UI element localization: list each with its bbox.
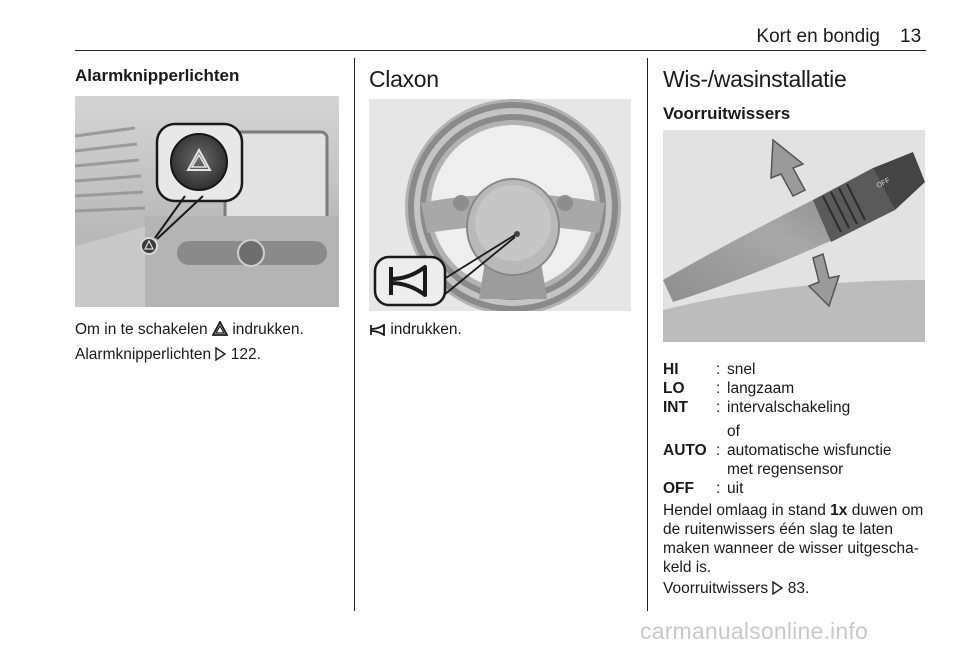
- header-rule: [75, 50, 926, 51]
- horn-icon: [369, 322, 386, 341]
- setting-value: automatische wisfunctie: [727, 442, 892, 459]
- running-header-title: Kort en bondig: [756, 26, 880, 47]
- reference-arrow-icon: [772, 581, 783, 600]
- setting-colon: :: [716, 361, 721, 378]
- setting-value: met regensensor: [727, 461, 844, 478]
- setting-colon: :: [716, 380, 721, 397]
- horn-instruction-text: indrukken.: [390, 321, 462, 338]
- setting-colon: :: [716, 399, 721, 416]
- hazard-instruction-after: indrukken.: [232, 321, 304, 338]
- setting-value: langzaam: [727, 380, 795, 397]
- svg-text:OFF: OFF: [875, 177, 892, 190]
- paragraph-line-3: maken wanneer de wisser uitgescha-: [663, 540, 919, 557]
- para-bold-1x: 1x: [830, 502, 848, 519]
- hazard-instruction: [75, 320, 304, 341]
- paragraph-line-1: [663, 501, 925, 520]
- horn-instruction: [369, 320, 462, 341]
- heading-hazard-lights: Alarmknipperlichten: [75, 66, 240, 85]
- heading-wiper-washer: Wis-/wasinstallatie: [663, 66, 847, 92]
- steering-wheel-illustration: [369, 99, 631, 311]
- hazard-switch-illustration: [75, 96, 339, 307]
- setting-value: uit: [727, 480, 744, 497]
- setting-value: intervalschakeling: [727, 399, 851, 416]
- setting-colon: :: [716, 442, 721, 459]
- paragraph-line-4: keld is.: [663, 559, 712, 576]
- hazard-reference-page: 122.: [230, 346, 261, 363]
- heading-horn: Claxon: [369, 66, 439, 92]
- setting-colon: :: [716, 480, 721, 497]
- wiper-reference-page: 83.: [787, 580, 810, 597]
- setting-key: LO: [663, 380, 685, 397]
- setting-key: HI: [663, 361, 679, 378]
- setting-key: OFF: [663, 480, 694, 497]
- para-before: Hendel omlaag in stand: [663, 502, 826, 519]
- subheading-windshield-wipers: Voorruitwissers: [663, 104, 791, 123]
- setting-value: snel: [727, 361, 756, 378]
- single-wipe-paragraph: [663, 501, 925, 577]
- wiper-stalk-illustration: [663, 130, 925, 342]
- page-number: 13: [900, 26, 922, 47]
- hazard-instruction-before: Om in te schakelen: [75, 321, 208, 338]
- column-divider-2: [647, 58, 648, 611]
- setting-key: AUTO: [663, 442, 707, 459]
- reference-arrow-icon: [215, 347, 226, 366]
- setting-value: of: [727, 423, 740, 440]
- hazard-triangle-icon: [212, 321, 228, 341]
- setting-key: INT: [663, 399, 688, 416]
- wiper-reference-label: Voorruitwissers: [663, 580, 769, 597]
- para-after: duwen om: [851, 502, 924, 519]
- column-divider-1: [354, 58, 355, 611]
- paragraph-line-2: de ruitenwissers één slag te laten: [663, 521, 894, 538]
- hazard-reference-label: Alarmknipperlichten: [75, 346, 212, 363]
- watermark: carmanualsonline.info: [640, 618, 868, 644]
- wiper-reference[interactable]: [663, 579, 809, 600]
- hazard-reference[interactable]: [75, 345, 261, 366]
